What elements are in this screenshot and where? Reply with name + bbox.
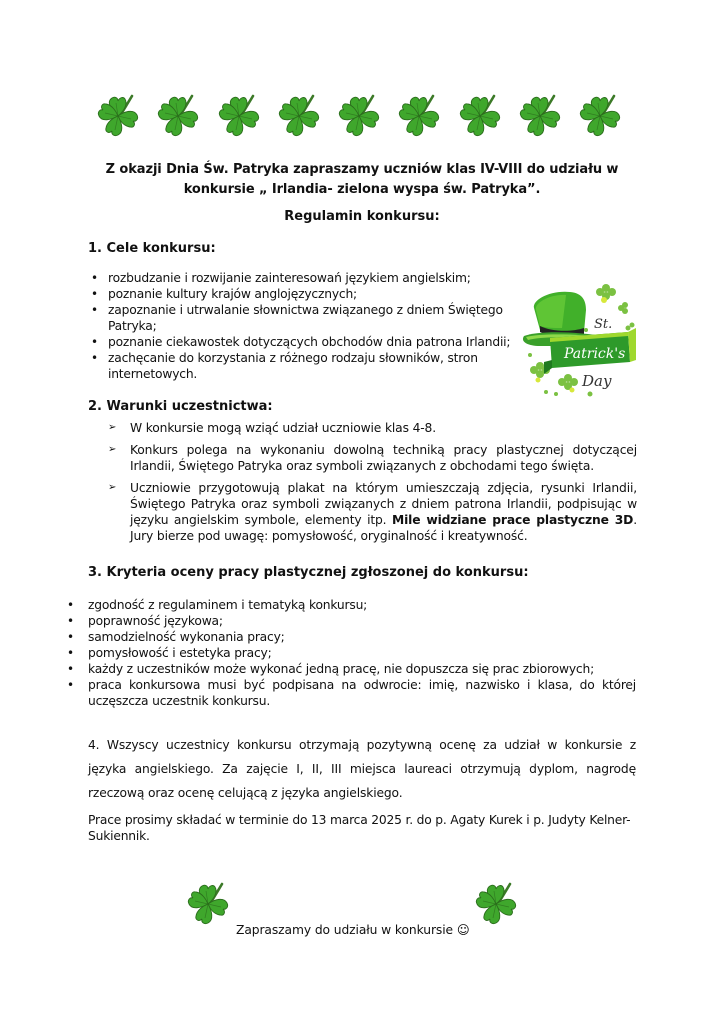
deadline-paragraph: Prace prosimy składać w terminie do 13 marca 2025 r. do p. Agaty Kurek i p. Judyty Kelner-Sukiennik. [88, 813, 631, 843]
list-item: • samodzielność wykonania pracy; [67, 630, 285, 644]
section-1-list [91, 270, 513, 382]
bullet-icon: • [67, 630, 74, 644]
section-1-title: 1. Cele konkursu: [88, 241, 216, 256]
section-3-list [67, 597, 636, 709]
list-item: ➢ Konkurs polega na wykonaniu dowolną techniką pracy plastycznej dotyczącej Irlandii, Świętego Patryka oraz symboli związanych z obchodami tego święta. [108, 443, 637, 473]
list-item: • każdy z uczestników może wykonać jedną pracę, nie dopuszcza się prac zbiorowych; [67, 662, 595, 676]
bullet-icon: • [67, 598, 74, 612]
clover-icon [184, 880, 232, 927]
arrow-bullet-icon: ➢ [108, 444, 117, 455]
bullet-icon: • [91, 271, 98, 285]
svg-text:St.: St. [594, 317, 613, 332]
clover-icon [215, 92, 263, 139]
bullet-icon: • [67, 678, 74, 692]
clover-icon [154, 92, 202, 139]
clover-icon [94, 92, 142, 139]
st-patricks-day-illustration [520, 270, 638, 400]
list-item: ➢ W konkursie mogą wziąć udział uczniowie klas 4-8. [108, 421, 436, 435]
page-title [60, 160, 664, 200]
list-item: • zgodność z regulaminem i tematyką konkursu; [67, 598, 368, 612]
svg-text:Patrick's: Patrick's [564, 346, 626, 362]
clover-icon [335, 92, 383, 139]
arrow-bullet-icon: ➢ [108, 422, 117, 433]
list-item: • rozbudzanie i rozwijanie zainteresowań językiem angielskim; [91, 271, 471, 285]
section-2-title: 2. Warunki uczestnictwa: [88, 399, 273, 414]
rules-subtitle: Regulamin konkursu: [284, 209, 440, 224]
list-item: • zachęcanie do korzystania z różnego rodzaju słowników, stron internetowych. [91, 351, 478, 381]
bullet-icon: • [91, 287, 98, 301]
section-3-title: 3. Kryteria oceny pracy plastycznej zgłoszonej do konkursu: [88, 565, 529, 580]
list-item: • zapoznanie i utrwalanie słownictwa związanego z dniem Świętego Patryka; [91, 303, 503, 333]
clover-icon [516, 92, 564, 139]
emphasis-3d-works: Mile widziane prace plastyczne 3D [392, 513, 634, 527]
section-2-list [108, 420, 638, 550]
top-clover-row [94, 92, 624, 140]
bullet-icon: • [91, 303, 98, 317]
list-item: • poznanie ciekawostek dotyczących obchodów dnia patrona Irlandii; [91, 335, 511, 349]
title-line-1: Z okazji Dnia Św. Patryka zapraszamy uczniów klas IV-VIII do udziału w [105, 162, 619, 177]
list-item: ➢ Uczniowie przygotowują plakat na którym umieszczają zdjęcia, rysunki Irlandii, Świętego Patryka oraz symboli związanych z dniem patrona Irlandii, podpisując w języku angielskim symbole, elementy itp. Mile widziane prace plastyczne 3D. Jury bierze pod uwagę: pomysłowość, oryginalność i kreatywność. [108, 481, 638, 543]
clover-icon [472, 880, 520, 927]
section-4-paragraph: 4. Wszyscy uczestnicy konkursu otrzymają pozytywną ocenę za udział w konkursie z języka angielskiego. Za zajęcie I, II, III miejsca laureaci otrzymują dyplom, nagrodę rzeczową oraz ocenę celującą z języka angielskiego. [88, 738, 636, 800]
arrow-bullet-icon: ➢ [108, 482, 117, 493]
list-item: • poprawność językowa; [67, 614, 223, 628]
list-item: • poznanie kultury krajów anglojęzycznych; [91, 287, 357, 301]
bullet-icon: • [67, 646, 74, 660]
bullet-icon: • [91, 351, 98, 365]
clover-icon [576, 92, 624, 139]
clover-icon [395, 92, 443, 139]
invitation-text: Zapraszamy do udziału w konkursie ☺ [236, 923, 470, 937]
clover-icon [456, 92, 504, 139]
bullet-icon: • [67, 614, 74, 628]
list-item: • pomysłowość i estetyka pracy; [67, 646, 272, 660]
title-line-2: konkursie „ Irlandia- zielona wyspa św. Patryka”. [183, 182, 541, 197]
bullet-icon: • [67, 662, 74, 676]
clover-icon [275, 92, 323, 139]
bullet-icon: • [91, 335, 98, 349]
list-item: • praca konkursowa musi być podpisana na odwrocie: imię, nazwisko i klasa, do której uczęszcza uczestnik konkursu. [67, 678, 636, 708]
svg-text:Day: Day [582, 372, 612, 390]
